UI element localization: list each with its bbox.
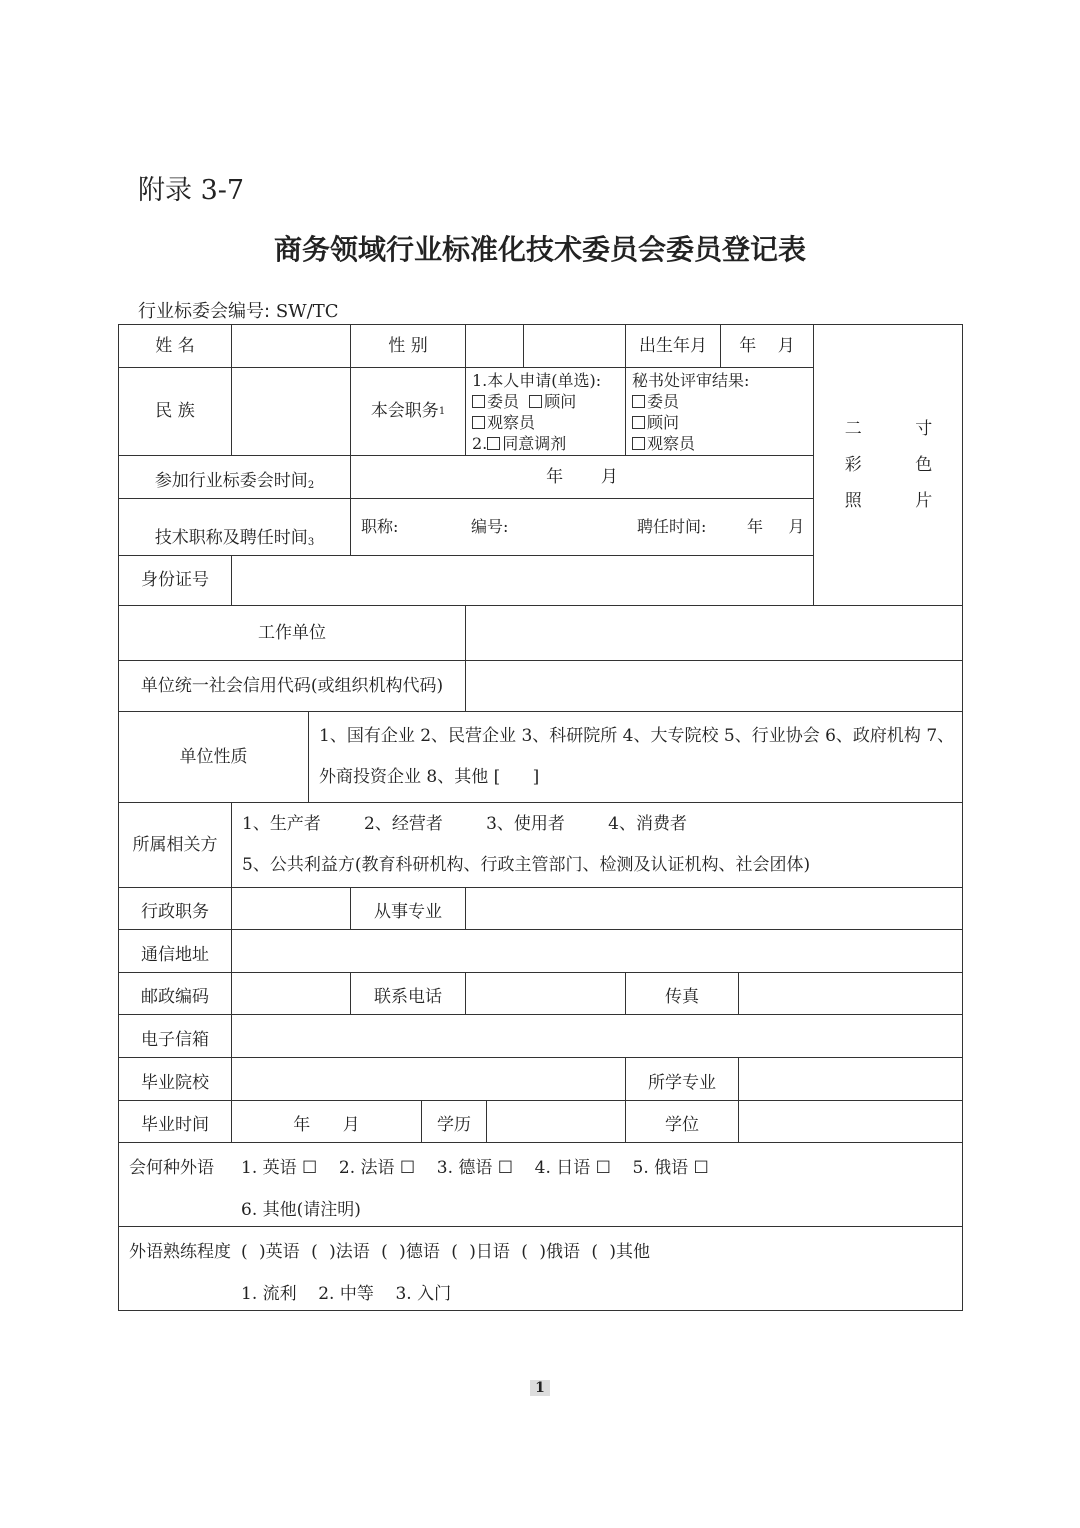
join-time-label-text: 参加行业标委会时间	[154, 470, 308, 491]
registration-form	[118, 324, 963, 1311]
language-options-line-1[interactable]: 1. 英语 ☐ 2. 法语 ☐ 3. 德语 ☐ 4. 日语 ☐ 5. 俄语 ☐	[241, 1158, 709, 1178]
fax-label: 传真	[625, 972, 738, 1014]
review-observer-checkbox[interactable]	[632, 437, 645, 450]
title-time-label-text: 技术职称及聘任时间	[154, 527, 308, 548]
work-unit-label: 工作单位	[118, 605, 465, 660]
admin-post-label: 行政职务	[118, 887, 231, 929]
unit-type-options[interactable]	[308, 711, 963, 802]
join-time-field[interactable]: 年 月	[350, 455, 813, 498]
phone-field[interactable]	[465, 972, 625, 1014]
school-label: 毕业院校	[118, 1057, 231, 1100]
degree-label: 学位	[625, 1100, 738, 1142]
tc-number-value: SW/TC	[275, 301, 339, 322]
work-unit-field[interactable]	[465, 605, 963, 660]
major-work-label: 从事专业	[350, 887, 465, 929]
degree-field[interactable]	[738, 1100, 963, 1142]
email-label: 电子信箱	[118, 1014, 231, 1057]
party-line-1: 1、生产者 2、经营者 3、使用者 4、消费者	[242, 814, 687, 834]
party-options[interactable]	[231, 802, 963, 887]
ethnicity-field[interactable]	[231, 367, 350, 455]
page-number: 1	[530, 1380, 550, 1396]
apply-agree-label: 同意调剂	[502, 434, 567, 453]
apply-agree-checkbox[interactable]	[487, 437, 500, 450]
apply-observer-checkbox[interactable]	[472, 416, 485, 429]
language-options-line-2[interactable]: 6. 其他(请注明)	[241, 1200, 361, 1220]
proficiency-label: 外语熟练程度	[129, 1242, 231, 1262]
join-footnote: 2	[307, 480, 315, 491]
credit-code-label: 单位统一社会信用代码(或组织机构代码)	[118, 660, 465, 711]
grad-time-field[interactable]: 年 月	[231, 1100, 421, 1142]
language-row	[118, 1142, 963, 1226]
photo-text-line-2: 彩 色	[844, 454, 957, 475]
review-member-label: 委员	[647, 392, 680, 411]
address-field[interactable]	[231, 929, 963, 972]
position-label	[350, 367, 465, 455]
phone-label: 联系电话	[350, 972, 465, 1014]
apply-member-label: 委员	[487, 392, 520, 411]
title-footnote: 3	[307, 537, 315, 548]
education-label: 学历	[421, 1100, 486, 1142]
id-label: 身份证号	[118, 555, 231, 605]
study-major-field[interactable]	[738, 1057, 963, 1100]
unit-type-line-2: 外商投资企业 8、其他 [ ]	[319, 767, 540, 787]
review-advisor-label: 顾问	[647, 413, 680, 432]
page-title: 商务领域行业标准化技术委员会委员登记表	[273, 233, 806, 266]
review-observer-label: 观察员	[647, 434, 696, 453]
review-member-checkbox[interactable]	[632, 395, 645, 408]
address-label: 通信地址	[118, 929, 231, 972]
title-time-field[interactable]	[350, 498, 813, 555]
apply-advisor-checkbox[interactable]	[529, 395, 542, 408]
photo-text-line-1: 二 寸	[844, 418, 957, 439]
join-time-label	[118, 455, 350, 498]
party-line-2: 5、公共利益方(教育科研机构、行政主管部门、检测及认证机构、社会团体)	[242, 855, 811, 875]
photo-text-line-3: 照 片	[844, 491, 957, 512]
review-title: 秘书处评审结果:	[632, 371, 750, 390]
gender-field[interactable]	[465, 324, 523, 367]
photo-area	[813, 324, 963, 605]
gender-field-extra[interactable]	[523, 324, 625, 367]
title-no-label: 编号:	[471, 517, 509, 536]
id-field[interactable]	[231, 555, 813, 605]
apply-options	[465, 367, 625, 455]
position-label-text: 本会职务	[370, 401, 439, 422]
proficiency-options[interactable]: ( )英语 ( )法语 ( )德语 ( )日语 ( )俄语 ( )其他	[241, 1242, 651, 1262]
language-label: 会何种外语	[129, 1158, 214, 1178]
proficiency-row	[118, 1226, 963, 1311]
apply-title: 1.本人申请(单选):	[472, 371, 602, 390]
tc-number	[138, 297, 339, 323]
title-name-label: 职称:	[361, 517, 399, 536]
tc-number-label: 行业标委会编号:	[138, 301, 271, 322]
grad-time-label: 毕业时间	[118, 1100, 231, 1142]
unit-type-label: 单位性质	[118, 711, 308, 802]
ethnicity-label: 民 族	[118, 367, 231, 455]
credit-code-field[interactable]	[465, 660, 963, 711]
unit-type-line-1: 1、国有企业 2、民营企业 3、科研院所 4、大专院校 5、行业协会 6、政府机构 7、	[319, 726, 955, 746]
apply-agree-prefix: 2.	[472, 434, 488, 453]
proficiency-levels: 1. 流利 2. 中等 3. 入门	[241, 1284, 452, 1304]
education-field[interactable]	[486, 1100, 625, 1142]
review-advisor-checkbox[interactable]	[632, 416, 645, 429]
study-major-label: 所学专业	[625, 1057, 738, 1100]
apply-member-checkbox[interactable]	[472, 395, 485, 408]
position-footnote: 1	[438, 406, 446, 417]
postcode-field[interactable]	[231, 972, 350, 1014]
review-result	[625, 367, 813, 455]
party-label: 所属相关方	[118, 802, 231, 887]
title-time-sub-label: 聘任时间:	[637, 517, 707, 536]
name-field[interactable]	[231, 324, 350, 367]
title-time-label	[118, 498, 350, 555]
birth-label: 出生年月	[625, 324, 720, 367]
apply-advisor-label: 顾问	[544, 392, 577, 411]
apply-observer-label: 观察员	[487, 413, 536, 432]
email-field[interactable]	[231, 1014, 963, 1057]
postcode-label: 邮政编码	[118, 972, 231, 1014]
appendix-label: 附录 3-7	[138, 175, 245, 206]
birth-field[interactable]: 年 月	[720, 324, 813, 367]
school-field[interactable]	[231, 1057, 625, 1100]
title-ym: 年 月	[747, 517, 805, 536]
name-label: 姓 名	[118, 324, 231, 367]
gender-label: 性 别	[350, 324, 465, 367]
major-work-field[interactable]	[465, 887, 963, 929]
admin-post-field[interactable]	[231, 887, 350, 929]
fax-field[interactable]	[738, 972, 963, 1014]
